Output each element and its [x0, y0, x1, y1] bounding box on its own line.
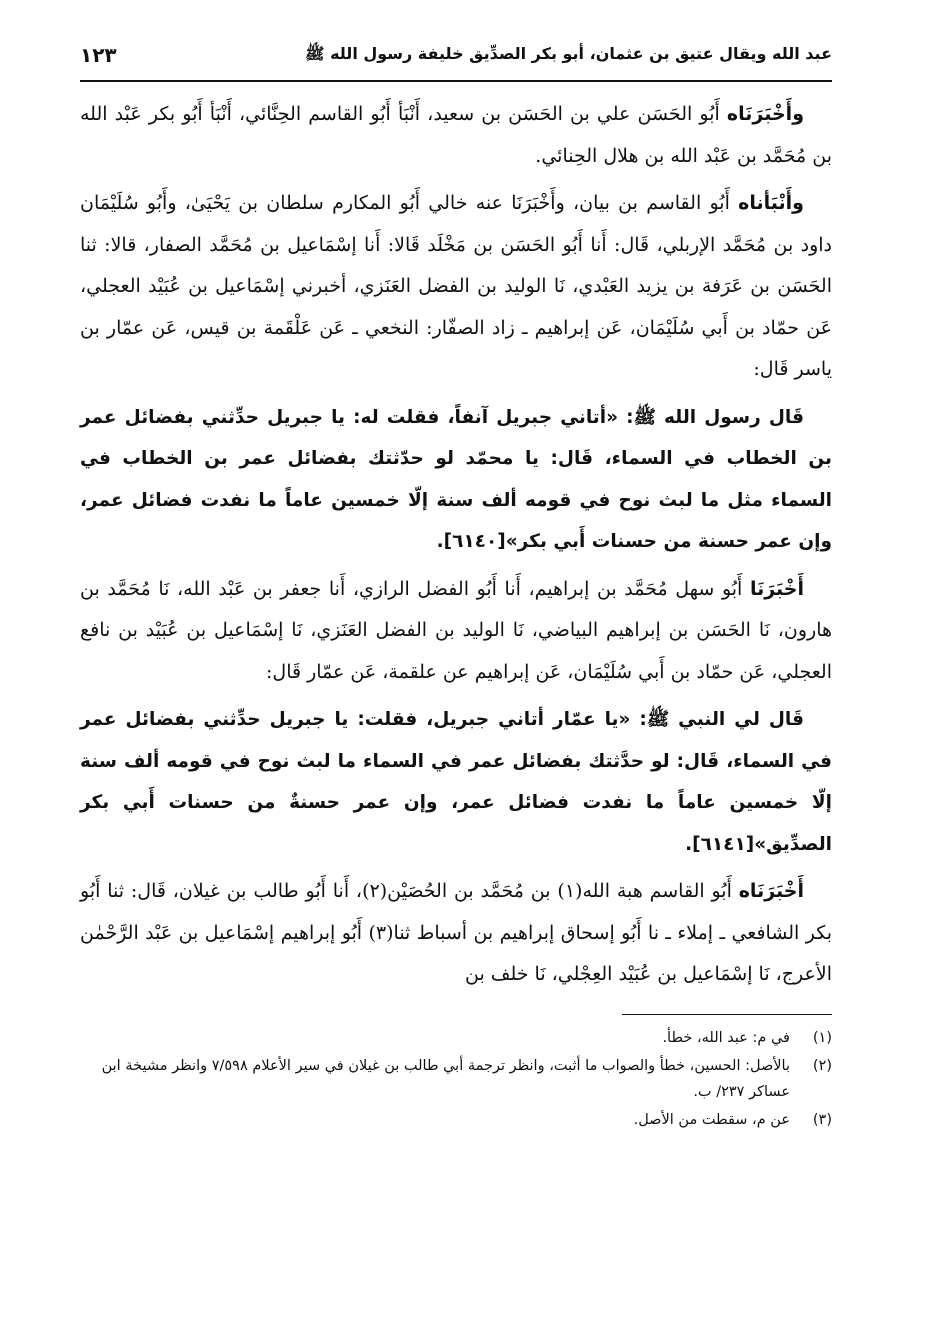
paragraph-lead: وأَنْبَأناه: [738, 192, 804, 214]
paragraph-6: [80, 871, 832, 996]
footnote-number: (٣): [812, 1111, 832, 1128]
paragraph-1: [80, 94, 832, 177]
page-number: ١٢٣: [80, 43, 117, 67]
main-text: [80, 94, 832, 996]
footnote-item: [80, 1107, 832, 1133]
footnotes: [80, 1025, 832, 1133]
paragraph-body: أَبُو القاسم بن بيان، وأَخْبَرَنَا عنه خالي أَبُو المكارم سلطان بن يَحْيَىٰ، وأَبُو سُلَيْمَان داود بن مُحَمَّد الإربلي، قَال: أَنا أَبُو الحَسَن بن مَخْلَد قَالا: أَنا إسْمَاعيل بن مُحَمَّد الصفار، قالا: ثنا الحَسَن بن عَرَفة بن يزيد العَبْدي، نَا الوليد بن الفضل العَنَزي، أخبرني إسْمَاعيل بن عُبَيْد العجلي، عَن حمّاد بن أَبي سُلَيْمَان، عَن إبراهيم ـ زاد الصفّار: النخعي ـ عَن عَلْقَمة بن قيس، عَن عمّار بن ياسر قَال:: [80, 192, 832, 380]
footnote-text: بالأصل: الحسين، خطأ والصواب ما أثبت، وانظر ترجمة أبي طالب بن غيلان في سير الأعلام ٧/٥٩٨ وانظر مشيخة ابن عساكر ٢٣٧/ ب.: [101, 1057, 790, 1100]
footnote-item: [80, 1053, 832, 1105]
page-header: [80, 30, 832, 82]
running-title: عبد الله ويقال عتيق بن عثمان، أبو بكر الصدِّيق خليفة رسول الله ﷺ: [305, 43, 832, 63]
footnote-number: (١): [812, 1029, 832, 1046]
book-page: [80, 30, 832, 1320]
hadith-text-1: قَال رسول الله ﷺ: «أتاني جبريل آنفاً، فقلت له: يا جبريل حدِّثني بفضائل عمر بن الخطاب في السماء، قَال: يا محمّد لو حدّثتك بفضائل عمر بن الخطاب في السماء مثل ما لبث نوح في قومه ألف سنة إلّا خمسين عاماً ما نفدت فضائل عمر، وإن عمر حسنة من حسنات أَبي بكر»[٦١٤٠].: [80, 406, 832, 552]
footnote-text: عن م، سقطت من الأصل.: [633, 1111, 790, 1128]
paragraph-body: أَبُو الحَسَن علي بن الحَسَن بن سعيد، أَنْبَأ أَبُو القاسم الحِنَّائي، أَنْبَأ أَبُو بكر عَبْد الله بن مُحَمَّد بن عَبْد الله بن هلال الحِنائي.: [80, 103, 832, 167]
paragraph-lead: وأَخْبَرَنَاه: [726, 103, 804, 125]
paragraph-body: أَبُو سهل مُحَمَّد بن إبراهيم، أَنا أَبُو الفضل الرازي، أَنا جعفر بن عَبْد الله، نَا مُحَمَّد بن هارون، نَا الحَسَن بن إبراهيم البياضي، نَا الوليد بن الفضل العَنَزي، نَا إسْمَاعيل بن عُبَيْد بن نافع العجلي، عَن حمّاد بن أَبي سُلَيْمَان، عَن إبراهيم عن علقمة، عَن عمّار قَال:: [80, 577, 832, 683]
hadith-text-2: قَال لي النبي ﷺ: «يا عمّار أتاني جبريل، فقلت: يا جبريل حدِّثني بفضائل عمر في السماء، قَال: لو حدَّثتك بفضائل عمر في السماء ما لبث نوح في قومه ألف سنة إلّا خمسين عاماً ما نفدت فضائل عمر، وإن عمر حسنةٌ من حسنات أَبي بكر الصدِّيق»[٦١٤١].: [80, 709, 832, 855]
paragraph-body: أَبُو القاسم هبة الله(١) بن مُحَمَّد بن الحُصَيْن(٢)، أَنا أَبُو طالب بن غيلان، قَال: ثنا أَبُو بكر الشافعي ـ إملاء ـ نا أَبُو إسحاق إبراهيم بن أسباط ثنا(٣) أَبُو إبراهيم إسْمَاعيل بن عَبْد الرَّحْمٰن الأعرج، نَا إسْمَاعيل بن عُبَيْد العِجْلي، نَا خلف بن: [80, 880, 832, 985]
footnote-number: (٢): [812, 1057, 832, 1074]
paragraph-lead: أَخْبَرَنَاه: [738, 880, 804, 902]
paragraph-4: [80, 569, 832, 694]
footnote-divider: [622, 1014, 832, 1015]
paragraph-2: [80, 183, 832, 391]
paragraph-lead: أَخْبَرَنَا: [749, 577, 804, 600]
footnote-text: في م: عبد الله، خطأ.: [662, 1029, 790, 1046]
footnote-item: [80, 1025, 832, 1051]
